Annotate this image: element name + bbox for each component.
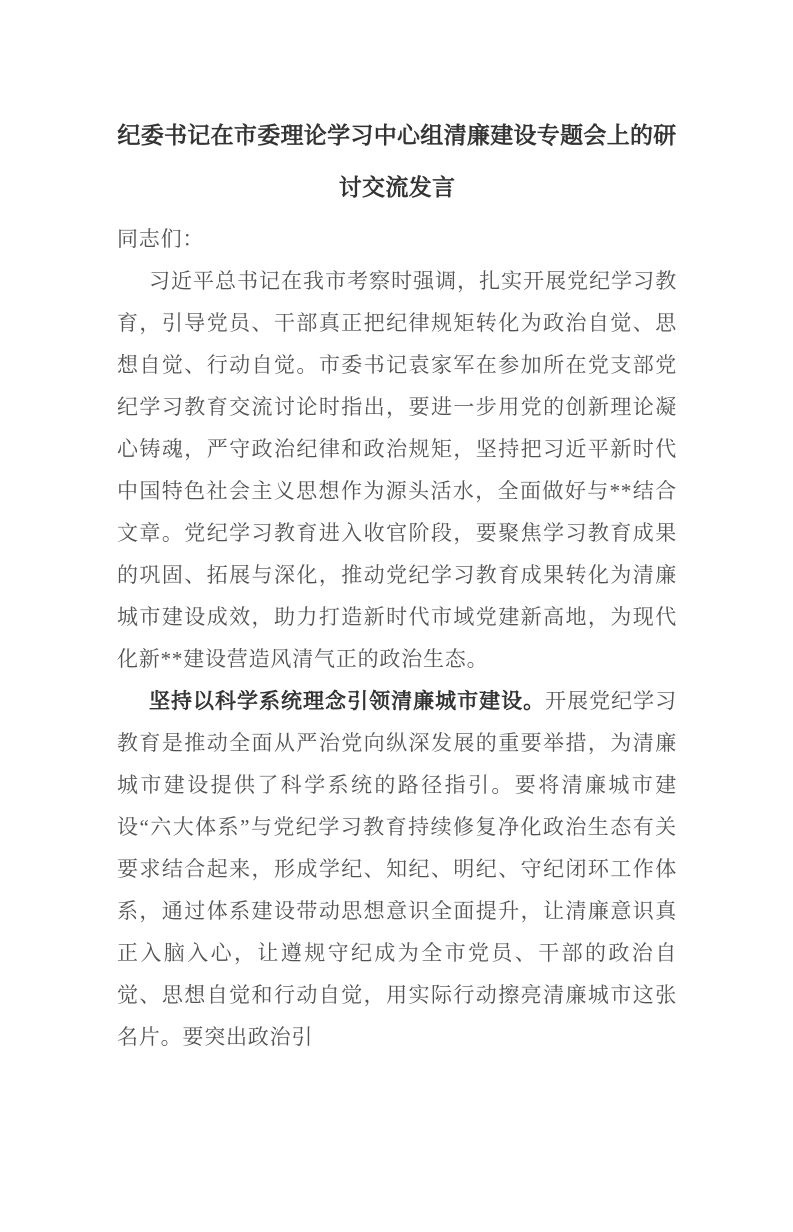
document-page	[0, 110, 793, 1232]
paragraph-1	[117, 260, 677, 680]
text-run: 习近平总书记在我市考察时强调，扎实开展党纪学习教育，引导党员、干部真正把纪律规矩转化为政治自觉、思想自觉、行动自觉。市委书记袁家军在参加所在党支部党纪学习教育交流讨论时指出，要进一步用党的创新理论凝心铸魂，严守政治纪律和政治规矩，坚持把习近平新时代中国特色社会主义思想作为源头活水，全面做好与**结合文章。党纪学习教育进入收官阶段，要聚焦学习教育成果的巩固、拓展与深化，推动党纪学习教育成果转化为清廉城市建设成效，助力打造新时代市域党建新高地，为现代化新**建设营造风清气正的政治生态。	[117, 269, 677, 671]
salutation: 同志们：	[117, 227, 205, 251]
bold-text-run: 坚持以科学系统理念引领清廉城市建设。	[149, 689, 546, 713]
text-run: 开展党纪学习教育是推动全面从严治党向纵深发展的重要举措，为清廉城市建设提供了科学系统的路径指引。要将清廉城市建设“六大体系”与党纪学习教育持续修复净化政治生态有关要求结合起来，形成学纪、知纪、明纪、守纪闭环工作体系，通过体系建设带动思想意识全面提升，让清廉意识真正入脑入心，让遵规守纪成为全市党员、干部的政治自觉、思想自觉和行动自觉，用实际行动擦亮清廉城市这张名片。要突出政治引	[117, 689, 677, 1049]
document-title: 纪委书记在市委理论学习中心组清廉建设专题会上的研讨交流发言	[117, 123, 677, 200]
document-body	[117, 260, 677, 1058]
paragraph-2	[117, 680, 677, 1058]
